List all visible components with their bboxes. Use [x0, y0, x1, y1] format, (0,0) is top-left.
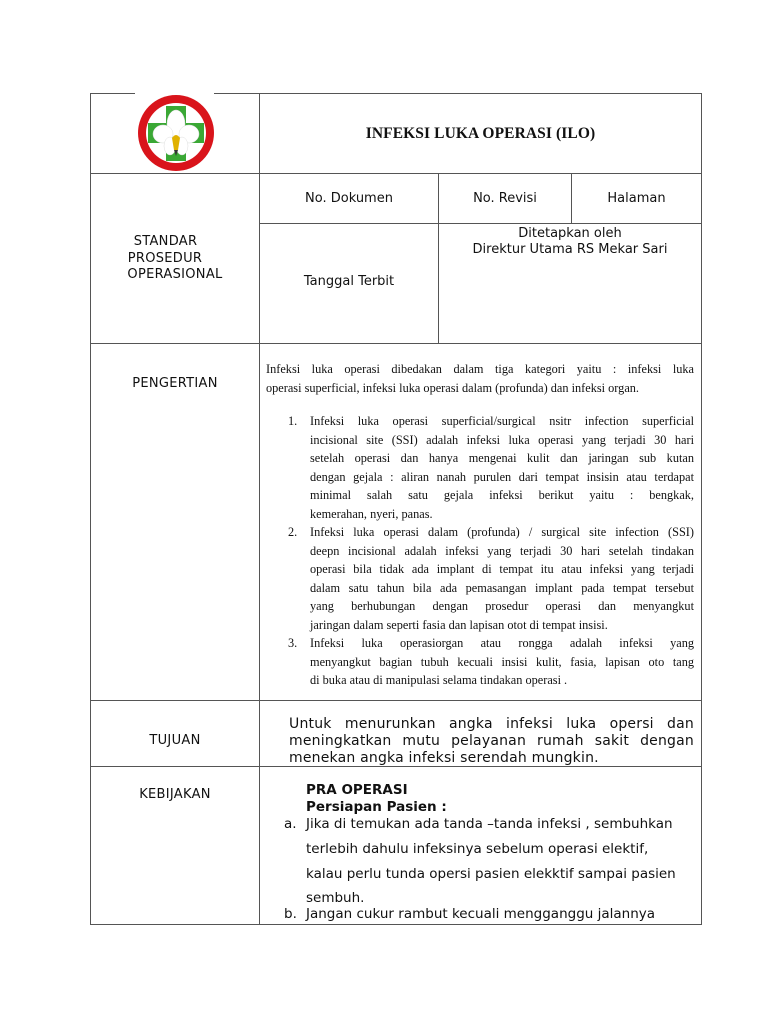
list-item-line: yang berhubungan dengan prosedur operasi dan menyangkut	[310, 599, 694, 613]
table-right-border	[701, 93, 702, 925]
list-item-line: Infeksi luka operasi superficial/surgical nsitr infection superficial	[310, 414, 694, 428]
logo-graphic	[136, 94, 216, 172]
tujuan-label: TUJUAN	[149, 733, 201, 748]
item-marker: b.	[284, 906, 297, 922]
item-line: terlebih dahulu infeksinya sebelum operasi elektif,	[306, 841, 649, 857]
list-item-number: 1.	[288, 414, 298, 428]
document-title: INFEKSI LUKA OPERASI (ILO)	[365, 124, 596, 142]
intro-line: operasi superficial, infeksi luka operasi dalam (profunda) dan infeksi organ.	[266, 380, 639, 395]
list-item-line: operasi bila tidak ada implant di tempat itu atau infeksi yang terjadi	[310, 562, 694, 576]
list-item-line: kemerahan, nyeri, panas.	[310, 506, 433, 521]
persiapan-pasien-heading: Persiapan Pasien :	[306, 799, 447, 815]
kebijakan-label: KEBIJAKAN	[139, 787, 211, 802]
list-item-line: minimal salah satu gejala infeksi berikut yaitu : bengkak,	[310, 488, 694, 502]
list-item-line: deepn incisional adalah infeksi yang terjadi 30 hari setelah tindakan	[310, 543, 694, 558]
table-left-border	[90, 93, 91, 925]
table-top-border-left	[90, 93, 135, 94]
list-item-line: Infeksi luka operasiorgan atau rongga adalah infeksi yang	[310, 636, 694, 650]
pengertian-intro	[266, 360, 694, 397]
list-item-number: 3.	[288, 636, 298, 650]
intro-line: Infeksi luka operasi dibedakan dalam tiga kategori yaitu : infeksi luka	[266, 362, 694, 376]
row-divider-2	[90, 343, 702, 344]
ditetapkan-block	[439, 226, 701, 258]
sop-label	[92, 234, 258, 284]
list-item-line: jaringan dalam seperti fasia dan lapisan otot di tempat insisi.	[310, 617, 608, 632]
no-dokumen-label: No. Dokumen	[305, 191, 393, 206]
list-item-line: setelah operasi dan hanya mengenai kulit dan jaringan sub kutan	[310, 451, 694, 465]
tujuan-line: menekan angka infeksi serendah mungkin.	[289, 750, 599, 766]
sop-label-line-1: STANDAR	[133, 234, 198, 249]
list-item	[266, 523, 694, 634]
list-item-line: incisional site (SSI) adalah infeksi luka operasi yang terjadi 30 hari	[310, 432, 694, 447]
list-item-line: dengan gejala : aliran nanah purulen dari tempat insisin atau terdapat	[310, 469, 694, 484]
table-bottom-border	[90, 924, 702, 925]
tujuan-line: meningkatkan mutu pelayanan rumah sakit dengan	[289, 733, 694, 749]
no-revisi-label: No. Revisi	[473, 191, 537, 206]
item-line: sembuh.	[306, 890, 365, 906]
sop-label-line-3: OPERASIONAL	[127, 267, 223, 282]
sop-label-line-2: PROSEDUR	[127, 250, 203, 266]
pengertian-list	[266, 412, 694, 690]
pengertian-content	[266, 360, 694, 690]
tanggal-terbit-label: Tanggal Terbit	[303, 273, 395, 289]
item-marker: a.	[284, 816, 297, 832]
tujuan-content	[289, 716, 694, 767]
list-item-line: Infeksi luka operasi dalam (profunda) / surgical site infection (SSI)	[310, 525, 694, 539]
list-item-line: menyangkut bagian tubuh kecuali insisi kulit, fasia, lapisan oto tang	[310, 654, 694, 669]
pra-operasi-heading: PRA OPERASI	[306, 782, 408, 798]
direktur-label: Direktur Utama RS Mekar Sari	[472, 242, 668, 257]
pengertian-label: PENGERTIAN	[132, 376, 218, 391]
halaman-label: Halaman	[607, 191, 666, 206]
doc-info-divider	[259, 223, 702, 224]
item-line: Jika di temukan ada tanda –tanda infeksi , sembuhkan	[306, 816, 673, 832]
ditetapkan-label: Ditetapkan oleh	[518, 226, 622, 241]
list-item-line: di buka atau di manipulasi selama tindakan operasi .	[310, 673, 568, 687]
kebijakan-content	[284, 782, 700, 923]
item-line: Jangan cukur rambut kecuali mengganggu jalannya	[306, 906, 656, 922]
row-divider-3	[90, 700, 702, 701]
list-item-number: 2.	[288, 525, 298, 539]
tujuan-line: Untuk menurunkan angka infeksi luka opersi dan	[289, 716, 694, 732]
list-item-line: dalam satu tahun bila ada pemasangan implant pada tempat tersebut	[310, 580, 694, 595]
item-line: kalau perlu tunda opersi pasien elekktif sampai pasien	[306, 866, 676, 882]
list-item	[266, 634, 694, 690]
hospital-logo	[136, 94, 216, 172]
list-item	[266, 412, 694, 523]
